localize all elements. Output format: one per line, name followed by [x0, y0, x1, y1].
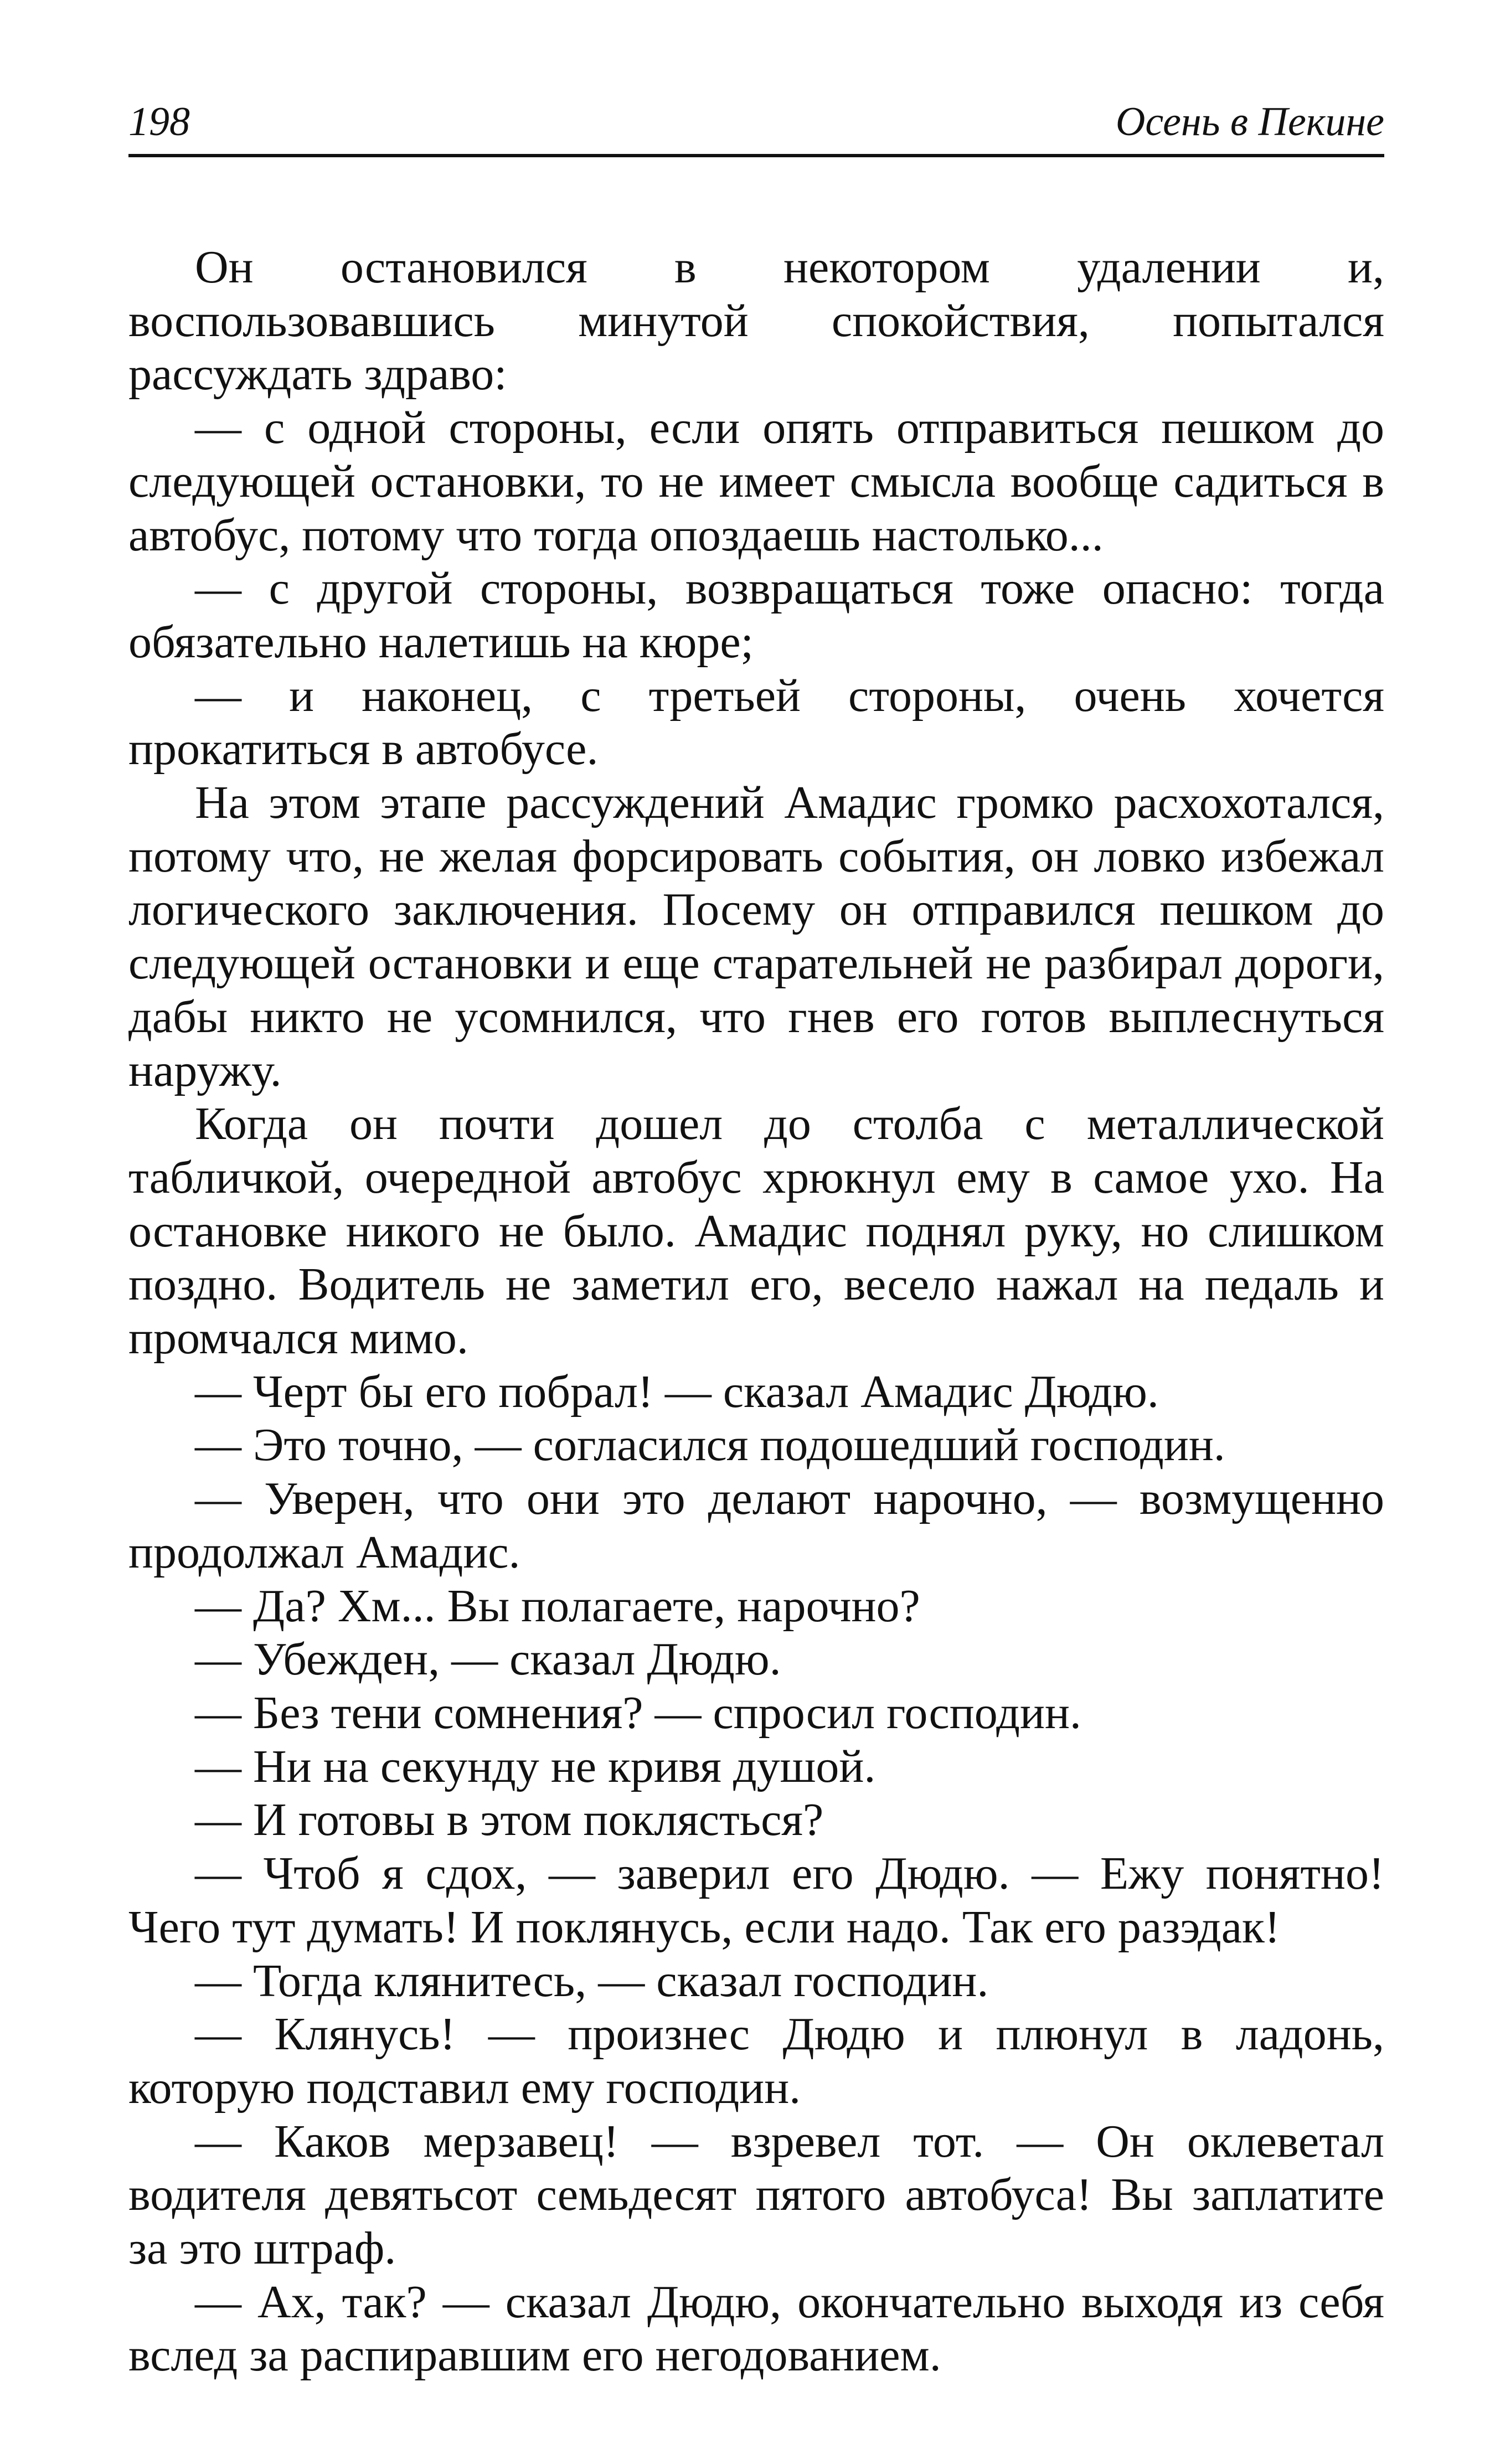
header-rule — [128, 154, 1384, 157]
paragraph: — с другой стороны, возвращаться тоже опасно: тогда обязательно налетишь на кюре; — [128, 563, 1384, 668]
paragraph: — Уверен, что они это делают нарочно, — возмущенно продолжал Амадис. — [128, 1473, 1384, 1578]
paragraph: — Без тени сомнения? — спросил господин. — [195, 1687, 1081, 1739]
page-number: 198 — [128, 99, 190, 145]
paragraph: Когда он почти дошел до столба с металлической табличкой, очередной автобус хрюкнул ему в самое ухо. На остановке никого не было. Амадис поднял руку, но слишком поздно. Водитель не заметил его, весело нажал на педаль и промчался мимо. — [128, 1098, 1384, 1364]
paragraph: — Ах, так? — сказал Дюдю, окончательно выходя из себя вслед за распиравшим его негодованием. — [128, 2276, 1384, 2381]
body-text — [128, 241, 1384, 2383]
paragraph: — И готовы в этом поклясться? — [195, 1794, 824, 1846]
running-title: Осень в Пекине — [1115, 99, 1384, 145]
paragraph: — с одной стороны, если опять отправиться пешком до следующей остановки, то не имеет смысла вообще садиться в автобус, потому что тогда опоздаешь настолько... — [128, 402, 1384, 561]
page-header — [128, 99, 1384, 154]
paragraph: — Это точно, — согласился подошедший господин. — [195, 1419, 1225, 1471]
paragraph: — Тогда клянитесь, — сказал господин. — [195, 1955, 989, 2007]
paragraph: — Черт бы его побрал! — сказал Амадис Дюдю. — [195, 1365, 1159, 1417]
paragraph: Он остановился в некотором удалении и, воспользовавшись минутой спокойствия, попытался рассуждать здраво: — [128, 241, 1384, 400]
paragraph: — Да? Хм... Вы полагаете, нарочно? — [195, 1580, 920, 1632]
paragraph: — Убежден, — сказал Дюдю. — [195, 1633, 781, 1685]
paragraph: — и наконец, с третьей стороны, очень хочется прокатиться в автобусе. — [128, 669, 1384, 775]
paragraph: — Чтоб я сдох, — заверил его Дюдю. — Ежу понятно! Чего тут думать! И поклянусь, если надо. Так его разэдак! — [128, 1848, 1384, 1953]
paragraph: — Каков мерзавец! — взревел тот. — Он оклеветал водителя девятьсот семьдесят пятого автобуса! Вы заплатите за это штраф. — [128, 2115, 1384, 2275]
paragraph: — Ни на секунду не кривя душой. — [195, 1740, 876, 1792]
paragraph: На этом этапе рассуждений Амадис громко расхохотался, потому что, не желая форсировать события, он ловко избежал логического заключения. Посему он отправился пешком до следующей остановки и еще старательней не разбирал дороги, дабы никто не усомнился, что гнев его готов выплеснуться наружу. — [128, 777, 1384, 1096]
paragraph: — Клянусь! — произнес Дюдю и плюнул в ладонь, которую подставил ему господин. — [128, 2008, 1384, 2114]
